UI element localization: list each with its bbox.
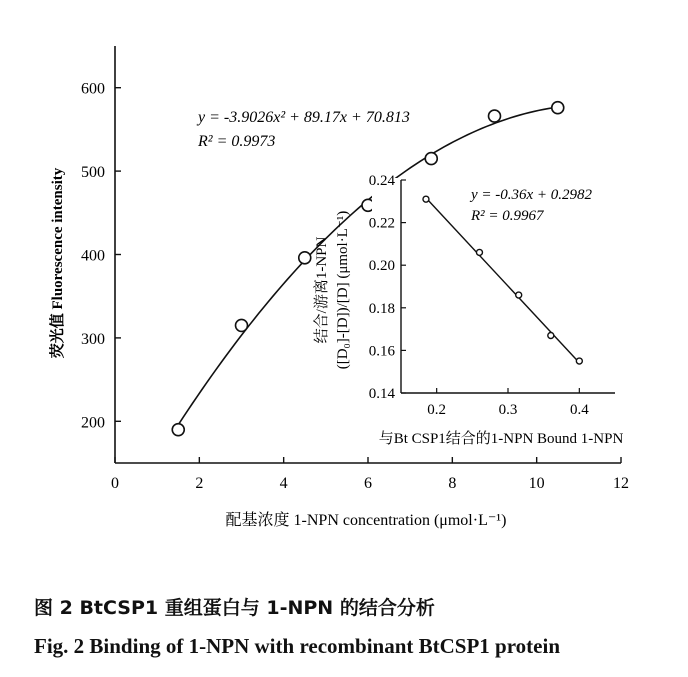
inset-y-tick-label: 0.22 [368, 215, 395, 232]
main-x-tick-label: 8 [448, 475, 457, 492]
main-data-point [425, 153, 437, 165]
inset-y-tick-label: 0.18 [368, 300, 395, 317]
main-data-point [489, 110, 501, 122]
main-x-tick-label: 2 [195, 475, 204, 492]
main-data-point [172, 424, 184, 436]
main-y-tick-label: 200 [81, 414, 105, 432]
inset-equation: y = -0.36x + 0.2982 [471, 187, 593, 203]
main-x-tick-label: 4 [279, 475, 288, 492]
inset-data-point [423, 196, 429, 202]
main-x-axis-label: 配基浓度 1-NPN concentration (μmol·L⁻¹) [225, 512, 507, 529]
main-data-point [552, 102, 564, 114]
inset-data-point [516, 292, 522, 298]
inset-x-tick-label: 0.2 [427, 402, 447, 418]
main-x-tick-label: 0 [111, 475, 119, 492]
main-equation: y = -3.9026x² + 89.17x + 70.813 [198, 109, 410, 126]
inset-x-tick-label: 0.3 [498, 402, 518, 418]
main-x-tick-label: 6 [364, 475, 372, 492]
inset-y-tick-label: 0.24 [368, 173, 395, 189]
main-y-tick-label: 600 [81, 80, 105, 98]
main-r2: R² = 0.9973 [198, 133, 276, 150]
main-x-tick-label: 10 [528, 475, 545, 492]
inset-y-tick-label: 0.16 [368, 343, 395, 360]
main-y-tick-label: 500 [81, 164, 105, 182]
inset-x-axis-label: 与Bt CSP1结合的1-NPN Bound 1-NPN [378, 431, 624, 447]
inset-x-tick-label: 0.4 [569, 402, 589, 418]
inset-y-axis-label-2: ([D₀]-[D])/[D] (μmol·L⁻¹) [335, 210, 351, 370]
inset-y-tick-label: 0.20 [368, 258, 395, 275]
main-data-point [299, 252, 311, 264]
main-x-tick-label: 12 [613, 475, 629, 492]
inset-data-point [476, 249, 482, 255]
main-y-axis-label: 荧光值 Fluorescence intensity [50, 167, 66, 359]
inset-r2: R² = 0.9967 [471, 208, 544, 224]
main-data-point [236, 319, 248, 331]
inset-chart [313, 173, 623, 448]
inset-y-axis-label-1: 结合/游离1-NPN [314, 236, 330, 344]
figure-caption-chinese: 图 2 BtCSP1 重组蛋白与 1-NPN 的结合分析 [34, 597, 435, 619]
inset-data-point [576, 358, 582, 364]
main-y-tick-label: 400 [81, 247, 105, 265]
inset-y-tick-label: 0.14 [368, 386, 395, 402]
inset-data-point [548, 332, 554, 338]
figure-caption-english: Fig. 2 Binding of 1-NPN with recombinant BtCSP1 protein [34, 634, 561, 658]
main-y-tick-label: 300 [81, 330, 105, 348]
